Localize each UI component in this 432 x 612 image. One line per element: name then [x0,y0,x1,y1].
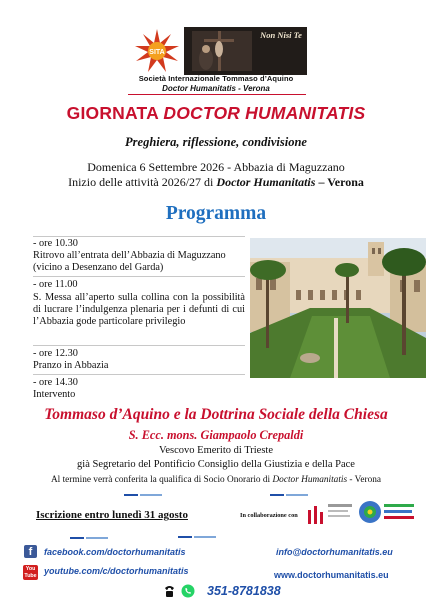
schedule-text: Pranzo in Abbazia [33,360,109,371]
speaker-former-role: già Segretario del Pontificio Consiglio della Giustizia e della Pace [77,459,355,470]
schedule-divider [33,276,245,277]
facebook-icon: f [24,545,37,558]
decorative-dash [86,537,108,539]
decorative-dash [70,537,84,539]
decorative-dash [286,494,308,496]
website-link[interactable]: www.doctorhumanitatis.eu [274,570,389,580]
speaker-name: S. Ecc. mons. Giampaolo Crepaldi [128,428,304,442]
decorative-dash [124,494,138,496]
talk-title: Tommaso d’Aquino e la Dottrina Sociale della Chiesa [44,406,388,423]
speaker-role: Vescovo Emerito di Trieste [158,445,274,456]
program-heading: Programma [165,203,267,224]
svg-text:SITA: SITA [149,49,165,56]
partner-logo-mcl [358,498,416,528]
event-subtitle: Preghiera, riflessione, condivisione [125,135,307,149]
schedule-text: Ritrovo all’entrata dell’Abbazia di Maguzzano (vicino a Desenzano del Garda) [33,250,226,273]
logo-banner-text: Non Nisi Te [260,30,302,40]
whatsapp-icon [181,584,195,598]
partner-logo-fondazione [304,500,356,528]
schedule-time: - ore 11.00 [33,279,78,290]
note-prefix: Al termine verrà conferita la qualifica di Socio Onorario di [50,475,273,485]
schedule-time: - ore 14.30 [33,377,78,388]
schedule-text: S. Messa all’aperto sulla collina con la possibilità di lucrare l’indulgenza plenaria per i defunti di cui l’Abbazia gode particolare privilegio [33,292,245,327]
section-rest: - Verona [235,84,270,93]
decorative-dash [178,536,192,538]
start-italic: Doctor Humanitatis [216,175,316,189]
registration-deadline: Iscrizione entro lunedì 31 agosto [36,509,188,521]
honorary-note [0,475,432,485]
decorative-dash [140,494,162,496]
start-prefix: Inizio delle attività 2026/27 di [68,175,217,189]
facebook-link[interactable]: facebook.com/doctorhumanitatis [44,547,186,557]
section-name [0,84,432,93]
youtube-icon: You Tube [24,566,37,579]
event-date-line: Domenica 6 Settembre 2026 - Abbazia di Maguzzano [87,160,345,174]
email-link[interactable]: info@doctorhumanitatis.eu [276,547,393,557]
collaboration-label: In collaborazione con [240,512,298,519]
phone-number[interactable]: 351-8781838 [207,584,281,598]
event-start-line [0,175,432,190]
decorative-dash [194,536,216,538]
society-name: Società Internazionale Tommaso d’Aquino [138,74,294,83]
schedule-text: Intervento [33,389,76,400]
title-italic: DOCTOR HUMANITATIS [163,103,366,123]
header-divider [128,94,306,95]
page-title [0,103,432,124]
title-prefix: GIORNATA [66,103,164,123]
schedule-divider [33,345,245,346]
youtube-link[interactable]: youtube.com/c/doctorhumanitatis [44,566,189,576]
section-italic: Doctor Humanitatis [162,84,236,93]
note-italic: Doctor Humanitatis [272,475,348,485]
decorative-dash [270,494,284,496]
abbey-cloister-photo [250,238,426,378]
non-nisi-te-logo [184,27,307,75]
schedule-time: - ore 10.30 [33,238,78,249]
sita-logo [133,28,181,74]
note-suffix: - Verona [347,475,382,485]
schedule-divider [33,374,245,375]
schedule-divider [33,236,245,237]
schedule-time: - ore 12.30 [33,348,78,359]
phone-icon [163,585,176,598]
start-suffix: – Verona [315,175,364,189]
